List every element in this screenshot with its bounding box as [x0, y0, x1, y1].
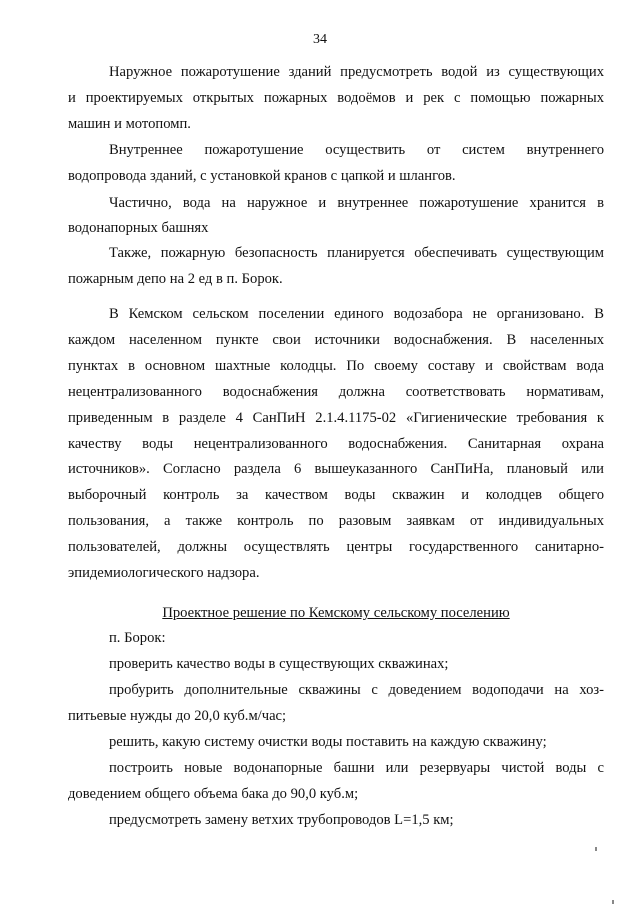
text-line: каждом населенном пункте свои источники водоснабжения. В населенных [68, 332, 604, 348]
list-item: п. Борок: [109, 630, 166, 646]
text-line: Внутреннее пожаротушение осуществить от систем внутреннего [109, 142, 604, 158]
list-item-continuation: питьевые нужды до 20,0 куб.м/час; [68, 708, 287, 724]
text-line: водопровода зданий, с установкой кранов с цапкой и шлангов. [68, 168, 456, 184]
scan-artifact [595, 847, 597, 851]
list-item: предусмотреть замену ветхих трубопроводов L=1,5 км; [109, 812, 454, 828]
text-line: В Кемском сельском поселении единого водозабора не организовано. В [109, 306, 604, 322]
text-line: Частично, вода на наружное и внутреннее пожаротушение хранится в [109, 195, 604, 211]
text-line: и проектируемых открытых пожарных водоёмов и рек с помощью пожарных [68, 90, 604, 106]
list-item: решить, какую систему очистки воды поставить на каждую скважину; [109, 734, 547, 750]
text-line: приведенным в разделе 4 СанПиН 2.1.4.1175-02 «Гигиенические требования к [68, 410, 604, 426]
list-item: построить новые водонапорные башни или резервуары чистой воды с [109, 760, 604, 776]
text-line: машин и мотопомп. [68, 116, 191, 132]
text-line: пользователей, должны осуществлять центры государственного санитарно- [68, 539, 604, 555]
text-line: эпидемиологического надзора. [68, 565, 260, 581]
text-line: водонапорных башнях [68, 220, 209, 236]
scan-artifact [612, 900, 614, 904]
list-item: проверить качество воды в существующих скважинах; [109, 656, 449, 672]
text-line: источников». Согласно раздела 6 вышеуказанного СанПиНа, плановый или [68, 461, 604, 477]
text-line: нецентрализованного водоснабжения должна соответствовать нормативам, [68, 384, 604, 400]
page-number: 34 [313, 32, 327, 47]
text-line: качеству воды нецентрализованного водоснабжения. Санитарная охрана [68, 436, 604, 452]
list-item-continuation: доведением общего объема бака до 90,0 куб.м; [68, 786, 359, 802]
text-line: Наружное пожаротушение зданий предусмотреть водой из существующих [109, 64, 604, 80]
text-line: выборочный контроль за качеством воды скважин и колодцев общего [68, 487, 604, 503]
text-line: пунктах в основном шахтные колодцы. По своему составу и свойствам вода [68, 358, 604, 374]
text-line: Также, пожарную безопасность планируется обеспечивать существующим [109, 245, 604, 261]
section-heading: Проектное решение по Кемскому сельскому поселению [162, 605, 510, 621]
text-line: пользования, а также контроль по разовым заявкам от индивидуальных [68, 513, 604, 529]
list-item: пробурить дополнительные скважины с доведением водоподачи на хоз- [109, 682, 604, 698]
text-line: пожарным депо на 2 ед в п. Борок. [68, 271, 283, 287]
